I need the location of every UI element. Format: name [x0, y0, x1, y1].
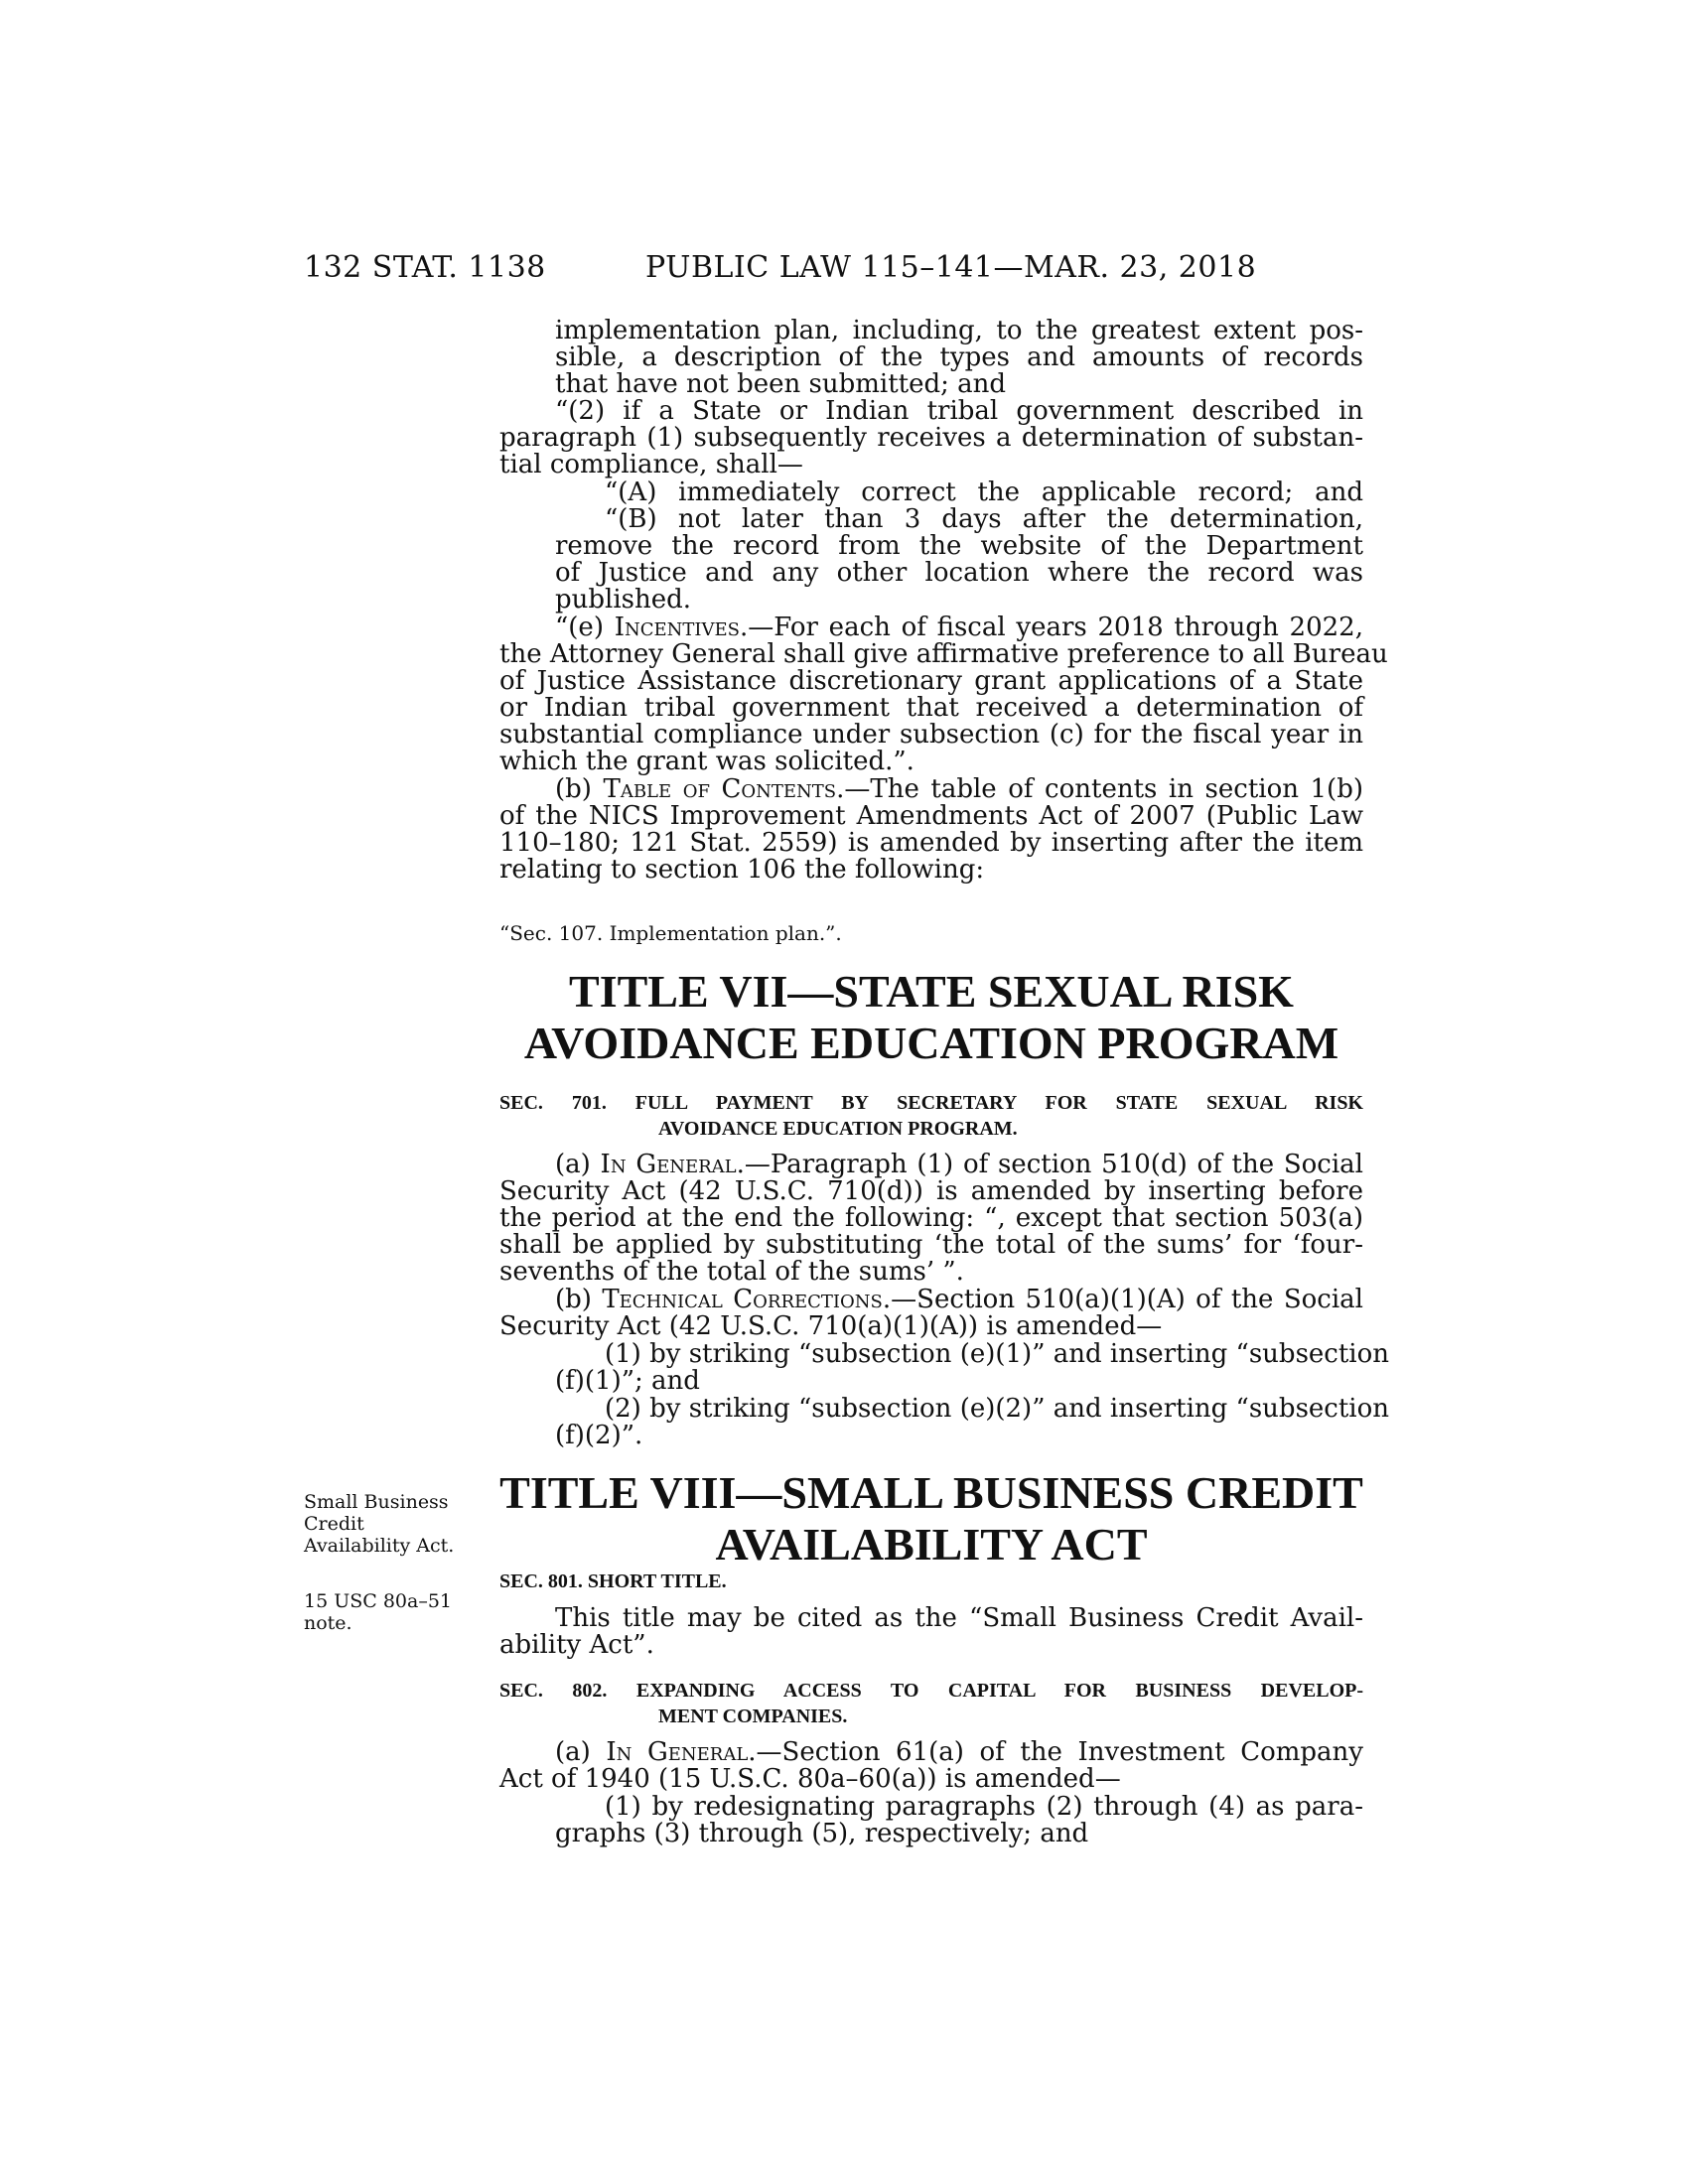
- text-line: Security Act (42 U.S.C. 710(a)(1)(A)) is amended—: [499, 1311, 1163, 1341]
- text-line: “(A) immediately correct the applicable record; and: [605, 478, 1363, 507]
- text-line: Act of 1940 (15 U.S.C. 80a–60(a)) is amended—: [499, 1764, 1121, 1794]
- text-line: ability Act”.: [499, 1630, 654, 1660]
- text-line: that have not been submitted; and: [555, 369, 1007, 399]
- margin-note-short-title: Small Business Credit Availability Act.: [304, 1491, 455, 1557]
- text-line: implementation plan, including, to the greatest extent pos-: [555, 316, 1363, 345]
- section-701-heading: SEC. 701. FULL PAYMENT BY SECRETARY FOR STATE SEXUAL RISK AVOIDANCE EDUCATION PROGRAM.: [499, 1092, 1363, 1140]
- running-header: PUBLIC LAW 115–141—MAR. 23, 2018: [645, 250, 1257, 285]
- text-line: graphs (3) through (5), respectively; and: [555, 1819, 1089, 1848]
- paragraph-lead: “(e) Incentives.—For each of fiscal years 2018 through 2022,: [555, 613, 1363, 642]
- paragraph-heading: In General: [600, 1150, 737, 1179]
- text-line: paragraph (1) subsequently receives a determination of substan-: [499, 423, 1363, 453]
- text-line: of Justice Assistance discretionary grant applications of a State: [499, 666, 1363, 696]
- text-line: the Attorney General shall give affirmative preference to all Bureau: [499, 639, 1388, 669]
- title-viii-heading: TITLE VIII—SMALL BUSINESS CREDIT AVAILABILITY ACT: [499, 1467, 1363, 1570]
- text-line: tial compliance, shall—: [499, 450, 803, 479]
- text-line: relating to section 106 the following:: [499, 855, 985, 885]
- title-vii-heading: TITLE VII—STATE SEXUAL RISK AVOIDANCE EDUCATION PROGRAM: [523, 966, 1339, 1068]
- text-line: or Indian tribal government that received a determination of: [499, 693, 1363, 723]
- statute-page-number: 132 STAT. 1138: [304, 250, 546, 285]
- text-line: (f)(2)”.: [555, 1421, 643, 1450]
- text-line: published.: [555, 585, 692, 614]
- text-line: (1) by striking “subsection (e)(1)” and inserting “subsection: [605, 1339, 1390, 1369]
- text-line: substantial compliance under subsection (c) for the fiscal year in: [499, 720, 1363, 750]
- text-line: (1) by redesignating paragraphs (2) through (4) as para-: [605, 1792, 1363, 1822]
- section-802-heading: SEC. 802. EXPANDING ACCESS TO CAPITAL FOR BUSINESS DEVELOP- MENT COMPANIES.: [499, 1680, 1363, 1727]
- paragraph-heading: Incentives: [614, 613, 740, 642]
- toc-item: “Sec. 107. Implementation plan.”.: [499, 921, 842, 945]
- text-line: of the NICS Improvement Amendments Act of 2007 (Public Law: [499, 801, 1363, 831]
- margin-note-usc-citation: 15 USC 80a–51 note.: [304, 1590, 453, 1634]
- text-line: This title may be cited as the “Small Business Credit Avail-: [555, 1603, 1363, 1633]
- text-line: shall be applied by substituting ‘the total of the sums’ for ‘four-: [499, 1230, 1363, 1260]
- text-line: remove the record from the website of the Department: [555, 531, 1363, 561]
- paragraph-lead: (b) Table of Contents.—The table of contents in section 1(b): [555, 774, 1363, 804]
- paragraph-lead: (a) In General.—Paragraph (1) of section 510(d) of the Social: [555, 1150, 1363, 1179]
- section-801-heading: SEC. 801. SHORT TITLE.: [499, 1570, 727, 1592]
- text-line: “(B) not later than 3 days after the determination,: [605, 504, 1363, 534]
- text-line: (f)(1)”; and: [555, 1366, 700, 1396]
- text-line: of Justice and any other location where the record was: [555, 558, 1363, 588]
- text-line: 110–180; 121 Stat. 2559) is amended by inserting after the item: [499, 828, 1363, 858]
- paragraph-heading: Table of Contents: [603, 774, 837, 804]
- text-line: sevenths of the total of the sums’ ”.: [499, 1257, 964, 1287]
- text-line: the period at the end the following: “, except that section 503(a): [499, 1203, 1363, 1233]
- text-line: “(2) if a State or Indian tribal government described in: [555, 396, 1363, 426]
- text-line: which the grant was solicited.”.: [499, 747, 914, 776]
- paragraph-heading: In General: [606, 1737, 749, 1767]
- text-line: sible, a description of the types and amounts of records: [555, 342, 1363, 372]
- text-line: (2) by striking “subsection (e)(2)” and inserting “subsection: [605, 1394, 1390, 1424]
- paragraph-heading: Technical Corrections: [602, 1285, 883, 1314]
- text-line: Security Act (42 U.S.C. 710(d)) is amended by inserting before: [499, 1176, 1363, 1206]
- paragraph-lead: (a) In General.—Section 61(a) of the Investment Company: [555, 1737, 1363, 1767]
- paragraph-lead: (b) Technical Corrections.—Section 510(a)(1)(A) of the Social: [555, 1285, 1363, 1314]
